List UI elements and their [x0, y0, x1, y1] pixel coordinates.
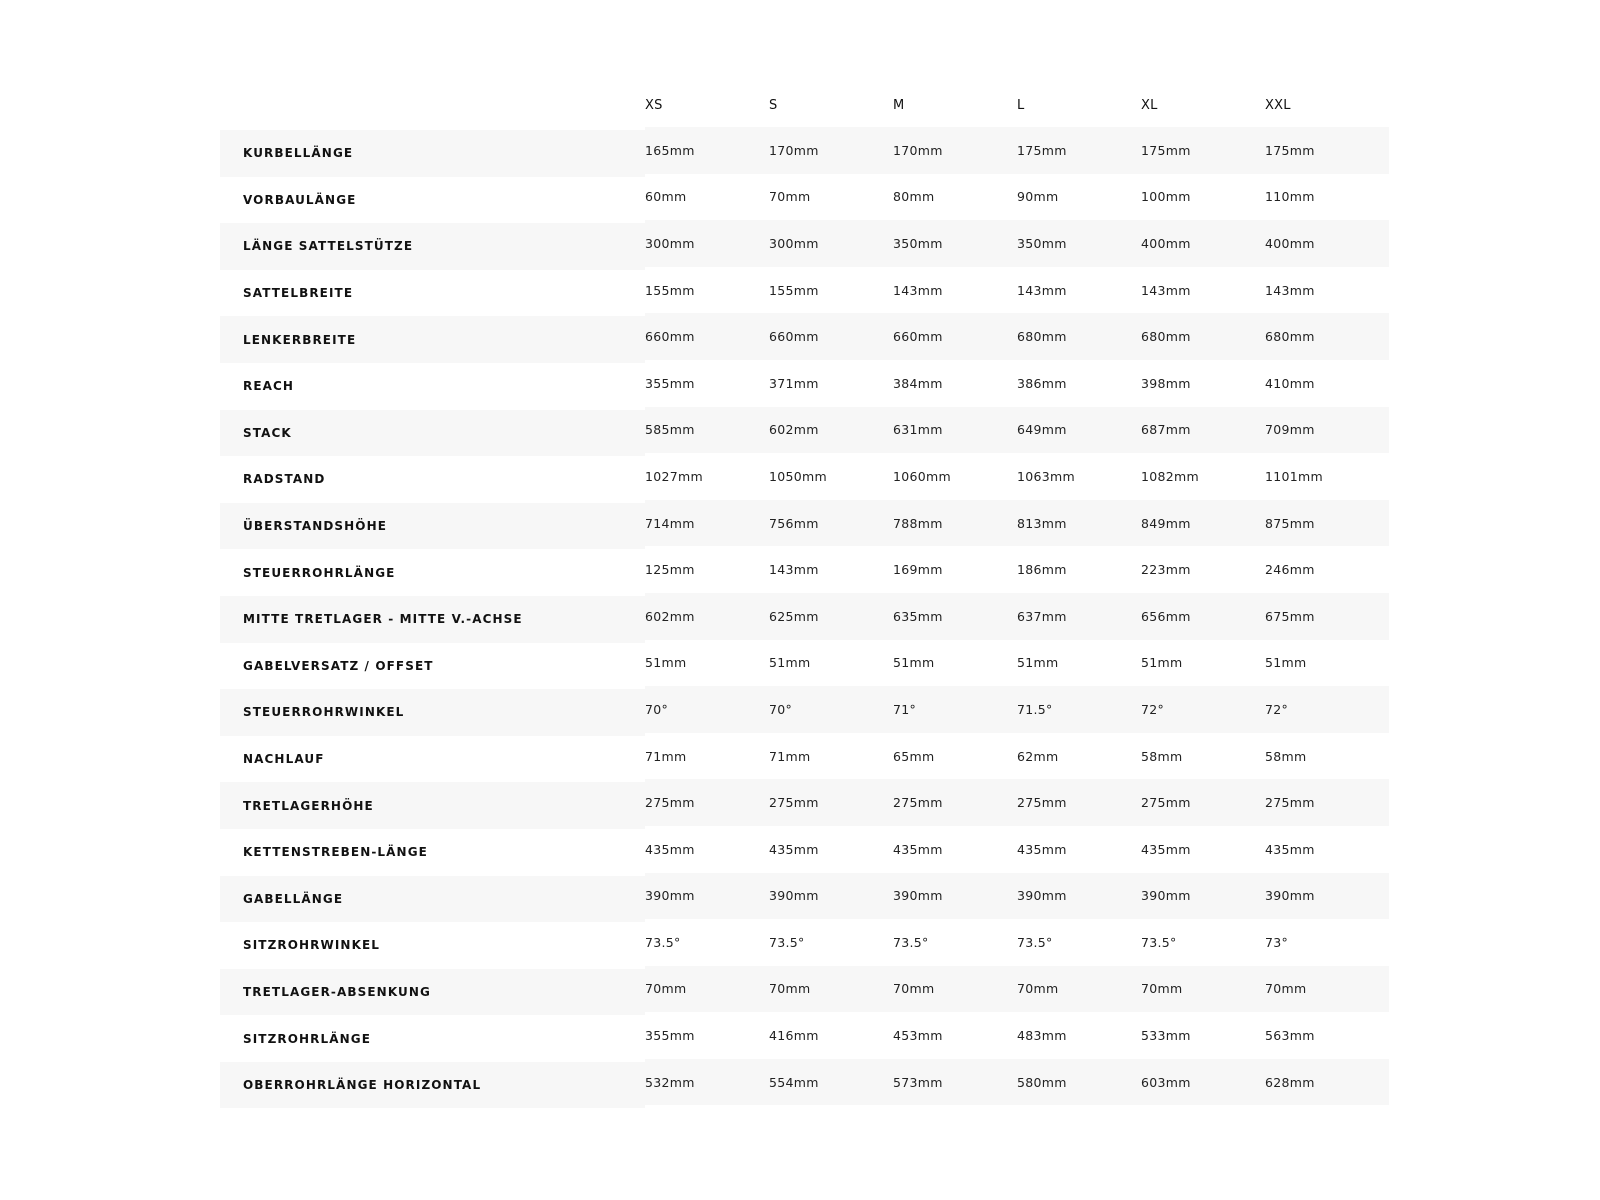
table-cell: 1027mm — [645, 468, 703, 484]
row-label: STEUERROHRLÄNGE — [243, 565, 396, 580]
table-cell: 660mm — [769, 329, 819, 345]
size-header-l: L — [1017, 97, 1025, 113]
table-cell: 73.5° — [769, 934, 805, 950]
size-header-xs: XS — [645, 97, 663, 113]
table-cell: 398mm — [1141, 375, 1191, 391]
table-cell: 350mm — [1017, 235, 1067, 251]
table-cell: 73.5° — [1017, 934, 1053, 950]
table-body — [220, 128, 1389, 1106]
table-cell: 71mm — [769, 748, 811, 764]
table-row — [220, 501, 1389, 548]
table-cell: 90mm — [1017, 189, 1059, 205]
row-label: SATTELBREITE — [243, 286, 354, 301]
table-cell: 58mm — [1141, 748, 1183, 764]
table-cell: 70mm — [893, 981, 935, 997]
table-cell: 687mm — [1141, 422, 1191, 438]
table-cell: 70mm — [1265, 981, 1307, 997]
table-cell: 71.5° — [1017, 701, 1053, 717]
table-cell: 70mm — [1141, 981, 1183, 997]
table-cell: 51mm — [1017, 655, 1059, 671]
table-cell: 656mm — [1141, 608, 1191, 624]
table-cell: 435mm — [1141, 841, 1191, 857]
table-cell: 390mm — [1141, 888, 1191, 904]
table-cell: 386mm — [1017, 375, 1067, 391]
row-label: RADSTAND — [243, 472, 326, 487]
table-cell: 875mm — [1265, 515, 1315, 531]
table-cell: 350mm — [893, 235, 943, 251]
row-label: GABELLÄNGE — [243, 891, 344, 906]
table-cell: 849mm — [1141, 515, 1191, 531]
table-cell: 390mm — [1017, 888, 1067, 904]
row-label: STACK — [243, 425, 292, 440]
table-cell: 275mm — [1265, 795, 1315, 811]
header-corner-cell — [220, 82, 645, 128]
table-cell: 603mm — [1141, 1074, 1191, 1090]
row-label: STEUERROHRWINKEL — [243, 705, 405, 720]
table-cell: 416mm — [769, 1028, 819, 1044]
table-cell: 649mm — [1017, 422, 1067, 438]
table-cell: 660mm — [645, 329, 695, 345]
table-cell: 165mm — [645, 142, 695, 158]
table-cell: 435mm — [1265, 841, 1315, 857]
table-cell: 435mm — [645, 841, 695, 857]
table-cell: 71mm — [645, 748, 687, 764]
table-cell: 680mm — [1141, 329, 1191, 345]
table-cell: 70mm — [769, 981, 811, 997]
table-cell: 65mm — [893, 748, 935, 764]
table-cell: 660mm — [893, 329, 943, 345]
row-label: REACH — [243, 379, 295, 394]
table-cell: 170mm — [769, 142, 819, 158]
table-row — [220, 408, 1389, 455]
table-cell: 390mm — [769, 888, 819, 904]
table-cell: 51mm — [1141, 655, 1183, 671]
table-cell: 714mm — [645, 515, 695, 531]
table-cell: 51mm — [1265, 655, 1307, 671]
table-cell: 223mm — [1141, 562, 1191, 578]
row-label: KURBELLÄNGE — [243, 146, 354, 161]
table-cell: 70mm — [1017, 981, 1059, 997]
row-label: GABELVERSATZ / OFFSET — [243, 658, 434, 673]
table-cell: 1082mm — [1141, 468, 1199, 484]
table-cell: 533mm — [1141, 1028, 1191, 1044]
table-cell: 709mm — [1265, 422, 1315, 438]
size-header-row — [220, 82, 1389, 128]
table-cell: 246mm — [1265, 562, 1315, 578]
table-cell: 355mm — [645, 375, 695, 391]
row-label: NACHLAUF — [243, 752, 325, 767]
table-cell: 143mm — [1017, 282, 1067, 298]
row-label: SITZROHRLÄNGE — [243, 1031, 372, 1046]
table-cell: 675mm — [1265, 608, 1315, 624]
table-cell: 155mm — [645, 282, 695, 298]
table-cell: 143mm — [1265, 282, 1315, 298]
row-label: LÄNGE SATTELSTÜTZE — [243, 239, 414, 254]
table-cell: 400mm — [1265, 235, 1315, 251]
table-cell: 580mm — [1017, 1074, 1067, 1090]
row-label: MITTE TRETLAGER - MITTE V.-ACHSE — [243, 612, 523, 627]
table-cell: 813mm — [1017, 515, 1067, 531]
table-row — [220, 547, 1389, 594]
row-label: ÜBERSTANDSHÖHE — [243, 519, 388, 534]
table-cell: 71° — [893, 701, 917, 717]
table-cell: 51mm — [645, 655, 687, 671]
table-cell: 453mm — [893, 1028, 943, 1044]
table-cell: 390mm — [893, 888, 943, 904]
row-label: TRETLAGERHÖHE — [243, 798, 374, 813]
table-cell: 300mm — [769, 235, 819, 251]
table-cell: 73.5° — [1141, 934, 1177, 950]
table-cell: 73.5° — [893, 934, 929, 950]
table-cell: 73.5° — [645, 934, 681, 950]
table-cell: 100mm — [1141, 189, 1191, 205]
table-cell: 635mm — [893, 608, 943, 624]
table-cell: 175mm — [1141, 142, 1191, 158]
table-row — [220, 734, 1389, 781]
table-cell: 275mm — [1017, 795, 1067, 811]
table-cell: 1101mm — [1265, 468, 1323, 484]
table-cell: 275mm — [645, 795, 695, 811]
table-cell: 1060mm — [893, 468, 951, 484]
table-cell: 390mm — [645, 888, 695, 904]
table-row — [220, 687, 1389, 734]
row-label: OBERROHRLÄNGE HORIZONTAL — [243, 1078, 482, 1093]
table-row — [220, 874, 1389, 921]
table-cell: 300mm — [645, 235, 695, 251]
table-cell: 637mm — [1017, 608, 1067, 624]
table-cell: 371mm — [769, 375, 819, 391]
table-cell: 680mm — [1017, 329, 1067, 345]
table-cell: 435mm — [769, 841, 819, 857]
table-cell: 631mm — [893, 422, 943, 438]
table-cell: 483mm — [1017, 1028, 1067, 1044]
table-cell: 143mm — [769, 562, 819, 578]
table-cell: 585mm — [645, 422, 695, 438]
row-label: LENKERBREITE — [243, 332, 357, 347]
table-cell: 175mm — [1017, 142, 1067, 158]
table-row — [220, 641, 1389, 688]
table-cell: 72° — [1265, 701, 1289, 717]
row-label: KETTENSTREBEN-LÄNGE — [243, 845, 428, 860]
table-cell: 563mm — [1265, 1028, 1315, 1044]
table-cell: 275mm — [893, 795, 943, 811]
row-label: VORBAULÄNGE — [243, 192, 357, 207]
table-cell: 275mm — [769, 795, 819, 811]
table-cell: 51mm — [769, 655, 811, 671]
table-row — [220, 1060, 1389, 1107]
table-cell: 602mm — [645, 608, 695, 624]
table-cell: 355mm — [645, 1028, 695, 1044]
table-cell: 756mm — [769, 515, 819, 531]
table-cell: 155mm — [769, 282, 819, 298]
table-cell: 1063mm — [1017, 468, 1075, 484]
table-row — [220, 594, 1389, 641]
table-cell: 788mm — [893, 515, 943, 531]
table-cell: 532mm — [645, 1074, 695, 1090]
table-row — [220, 920, 1389, 967]
table-row — [220, 268, 1389, 315]
size-header-xl: XL — [1141, 97, 1158, 113]
size-header-xxl: XXL — [1265, 97, 1291, 113]
table-row — [220, 780, 1389, 827]
table-cell: 384mm — [893, 375, 943, 391]
table-row — [220, 175, 1389, 222]
table-row — [220, 454, 1389, 501]
table-row — [220, 827, 1389, 874]
table-cell: 110mm — [1265, 189, 1315, 205]
table-cell: 72° — [1141, 701, 1165, 717]
table-cell: 70mm — [645, 981, 687, 997]
table-cell: 60mm — [645, 189, 687, 205]
table-cell: 143mm — [893, 282, 943, 298]
table-cell: 435mm — [1017, 841, 1067, 857]
table-cell: 186mm — [1017, 562, 1067, 578]
table-cell: 602mm — [769, 422, 819, 438]
table-cell: 73° — [1265, 934, 1289, 950]
table-cell: 170mm — [893, 142, 943, 158]
table-row — [220, 1013, 1389, 1060]
table-cell: 58mm — [1265, 748, 1307, 764]
table-row — [220, 314, 1389, 361]
table-row — [220, 967, 1389, 1014]
table-row — [220, 361, 1389, 408]
table-cell: 410mm — [1265, 375, 1315, 391]
table-cell: 70mm — [769, 189, 811, 205]
table-cell: 625mm — [769, 608, 819, 624]
table-cell: 80mm — [893, 189, 935, 205]
size-header-s: S — [769, 97, 778, 113]
table-cell: 70° — [645, 701, 669, 717]
table-cell: 680mm — [1265, 329, 1315, 345]
table-cell: 390mm — [1265, 888, 1315, 904]
table-row — [220, 221, 1389, 268]
table-cell: 435mm — [893, 841, 943, 857]
table-cell: 175mm — [1265, 142, 1315, 158]
table-cell: 1050mm — [769, 468, 827, 484]
table-cell: 62mm — [1017, 748, 1059, 764]
row-label: TRETLAGER-ABSENKUNG — [243, 984, 431, 999]
table-cell: 275mm — [1141, 795, 1191, 811]
table-cell: 70° — [769, 701, 793, 717]
table-cell: 573mm — [893, 1074, 943, 1090]
table-row — [220, 128, 1389, 175]
table-cell: 554mm — [769, 1074, 819, 1090]
table-cell: 169mm — [893, 562, 943, 578]
table-cell: 125mm — [645, 562, 695, 578]
table-cell: 400mm — [1141, 235, 1191, 251]
table-header — [220, 82, 1389, 128]
geometry-table — [220, 82, 1389, 1106]
row-label: SITZROHRWINKEL — [243, 938, 381, 953]
table-cell: 51mm — [893, 655, 935, 671]
table-cell: 628mm — [1265, 1074, 1315, 1090]
table-cell: 143mm — [1141, 282, 1191, 298]
size-header-m: M — [893, 97, 905, 113]
